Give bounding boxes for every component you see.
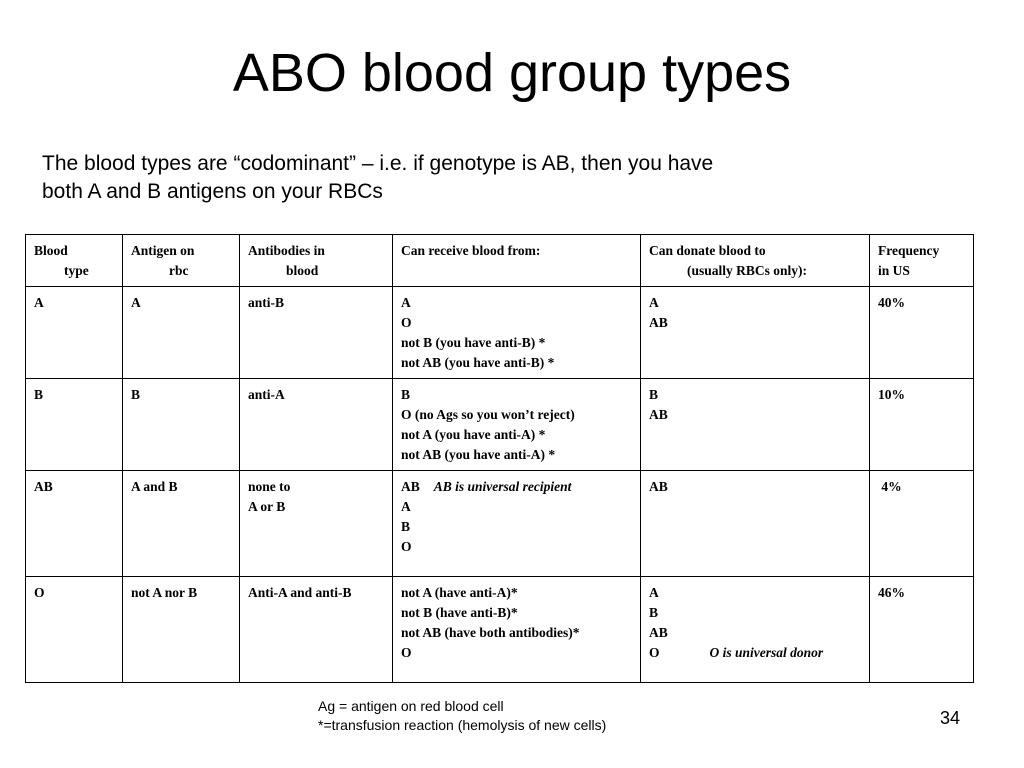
cell-antigen: not A nor B	[123, 577, 240, 683]
footnote-asterisk: *=transfusion reaction (hemolysis of new cells)	[318, 717, 607, 733]
header-antigen: Antigen on rbc	[123, 235, 240, 287]
header-frequency: Frequency in US	[870, 235, 974, 287]
table-header-row	[26, 235, 974, 287]
footnotes	[318, 697, 606, 735]
cell-can-receive: AB AB is universal recipient A B O	[393, 471, 641, 577]
cell-antibodies: anti-B	[240, 287, 393, 379]
cell-antibodies: Anti-A and anti-B	[240, 577, 393, 683]
cell-antigen: B	[123, 379, 240, 471]
table-row	[26, 287, 974, 379]
footnote-ag: Ag = antigen on red blood cell	[318, 698, 504, 714]
header-can-donate: Can donate blood to (usually RBCs only):	[641, 235, 870, 287]
intro-text	[42, 150, 902, 206]
table-row	[26, 379, 974, 471]
cell-frequency: 46%	[870, 577, 974, 683]
cell-can-receive: A O not B (you have anti-B) * not AB (you have anti-B) *	[393, 287, 641, 379]
header-antibodies: Antibodies in blood	[240, 235, 393, 287]
cell-can-donate: A AB	[641, 287, 870, 379]
cell-blood-type: A	[26, 287, 123, 379]
cell-can-donate: A B AB O O is universal donor	[641, 577, 870, 683]
intro-line-2: both A and B antigens on your RBCs	[42, 180, 383, 203]
cell-antigen: A	[123, 287, 240, 379]
cell-frequency: 40%	[870, 287, 974, 379]
header-blood-type: Blood type	[26, 235, 123, 287]
cell-antibodies: none to A or B	[240, 471, 393, 577]
table-row	[26, 577, 974, 683]
cell-frequency: 10%	[870, 379, 974, 471]
cell-can-donate: AB	[641, 471, 870, 577]
header-can-receive: Can receive blood from:	[393, 235, 641, 287]
slide-title: ABO blood group types	[232, 43, 792, 103]
abo-blood-type-table	[25, 234, 974, 683]
universal-recipient-note: AB is universal recipient	[433, 479, 572, 494]
cell-antibodies: anti-A	[240, 379, 393, 471]
table-row	[26, 471, 974, 577]
cell-frequency: 4%	[870, 471, 974, 577]
cell-can-donate: B AB	[641, 379, 870, 471]
cell-blood-type: O	[26, 577, 123, 683]
cell-blood-type: AB	[26, 471, 123, 577]
page-number: 34	[940, 708, 961, 728]
cell-can-receive: B O (no Ags so you won’t reject) not A (you have anti-A) * not AB (you have anti-A) *	[393, 379, 641, 471]
intro-line-1: The blood types are “codominant” – i.e. if genotype is AB, then you have	[42, 152, 714, 175]
cell-antigen: A and B	[123, 471, 240, 577]
cell-can-receive: not A (have anti-A)* not B (have anti-B)* not AB (have both antibodies)* O	[393, 577, 641, 683]
cell-blood-type: B	[26, 379, 123, 471]
universal-donor-note: O is universal donor	[709, 645, 824, 660]
